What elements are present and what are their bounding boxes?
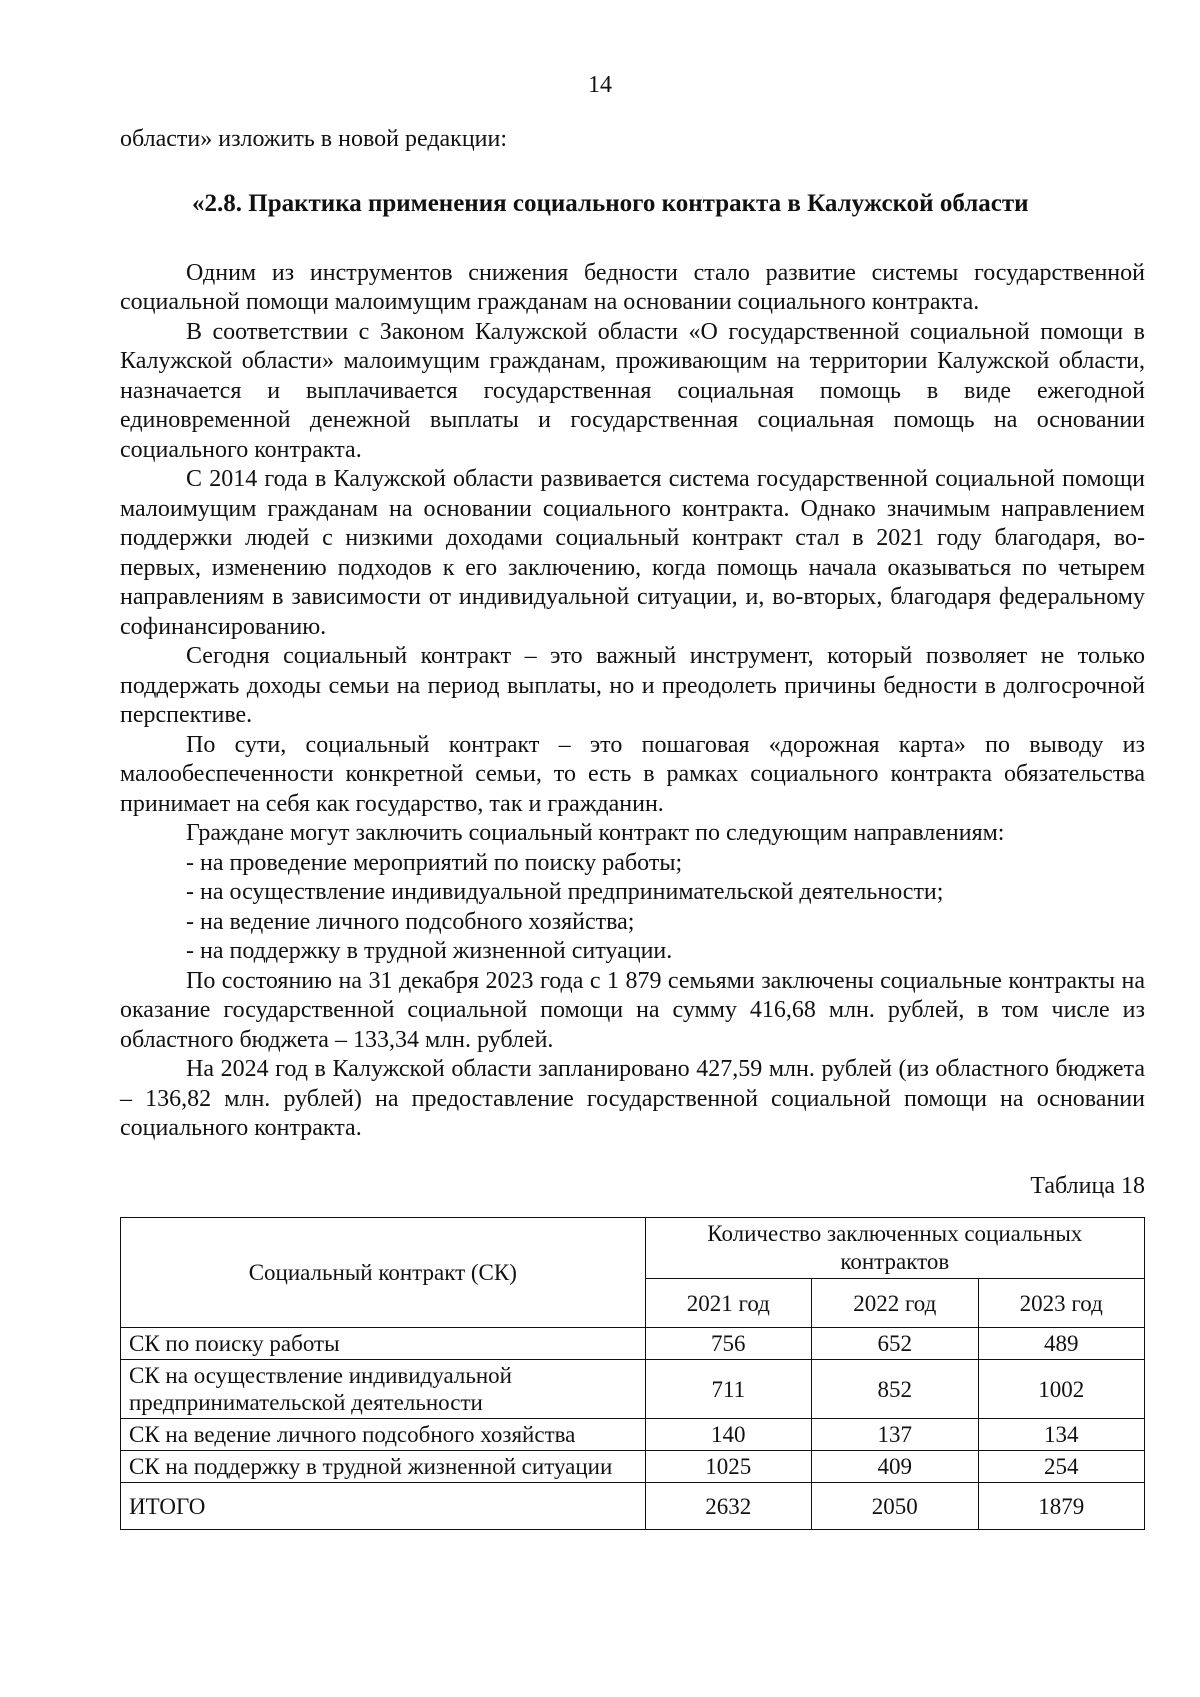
table-total-row (121, 1483, 1145, 1530)
value-cell: 409 (812, 1451, 978, 1483)
value-cell: 137 (812, 1419, 978, 1451)
lead-line: области» изложить в новой редакции: (120, 126, 508, 152)
list-item: - на ведение личного подсобного хозяйства; (186, 908, 635, 935)
list-item: - на осуществление индивидуальной предпринимательской деятельности; (186, 879, 944, 905)
paragraph: Граждане могут заключить социальный контракт по следующим направлениям: (186, 820, 1005, 846)
social-contract-table (120, 1217, 1145, 1530)
row-label: СК на поддержку в трудной жизненной ситуации (121, 1451, 646, 1483)
list-item: - на поддержку в трудной жизненной ситуации. (186, 938, 673, 964)
year-header-cell: 2022 год (812, 1279, 978, 1328)
value-cell: 140 (645, 1419, 811, 1451)
total-label: ИТОГО (121, 1483, 646, 1530)
total-value-cell: 1879 (978, 1483, 1145, 1530)
value-cell: 652 (812, 1328, 978, 1360)
document-body (120, 125, 1145, 1530)
table-caption: Таблица 18 (1030, 1172, 1145, 1199)
row-label: СК по поиску работы (121, 1328, 646, 1360)
page-number: 14 (588, 72, 612, 98)
value-cell: 711 (645, 1360, 811, 1419)
value-cell: 756 (645, 1328, 811, 1360)
paragraph: Сегодня социальный контракт – это важный инструмент, который позволяет не только поддержать доходы семьи на период выплаты, но и преодолеть причины бедности в долгосрочной перспективе. (120, 643, 1145, 728)
paragraph: На 2024 год в Калужской области запланировано 427,59 млн. рублей (из областного бюджета – 136,82 млн. рублей) на предоставление государственной социальной помощи на основании социального контракта. (120, 1056, 1145, 1141)
list-item: - на проведение мероприятий по поиску работы; (186, 849, 683, 876)
value-cell: 852 (812, 1360, 978, 1419)
table-row (121, 1419, 1145, 1451)
value-cell: 1025 (645, 1451, 811, 1483)
row-label: СК на ведение личного подсобного хозяйства (121, 1419, 646, 1451)
paragraph: По сути, социальный контракт – это пошаговая «дорожная карта» по выводу из малообеспеченности конкретной семьи, то есть в рамках социального контракта обязательства принимает на себя как государство, так и гражданин. (120, 731, 1145, 817)
table-row (121, 1451, 1145, 1483)
group-header-cell: Количество заключенных социальных контрактов (645, 1218, 1144, 1279)
paragraph: В соответствии с Законом Калужской области «О государственной социальной помощи в Калужской области» малоимущим гражданам, проживающим на территории Калужской области, назначается и выплачивается государственная социальная помощь в виде ежегодной единовременной денежной выплаты и государственная социальная помощь на основании социального контракта. (120, 318, 1145, 463)
value-cell: 254 (978, 1451, 1145, 1483)
total-value-cell: 2632 (645, 1483, 811, 1530)
row-label: СК на осуществление индивидуальной предпринимательской деятельности (121, 1360, 646, 1419)
paragraph: По состоянию на 31 декабря 2023 года с 1 879 семьями заключены социальные контракты на оказание государственной социальной помощи на сумму 416,68 млн. рублей, в том числе из областного бюджета – 133,34 млн. рублей. (120, 967, 1145, 1053)
total-value-cell: 2050 (812, 1483, 978, 1530)
table-header-row (121, 1218, 1145, 1279)
value-cell: 134 (978, 1419, 1145, 1451)
value-cell: 1002 (978, 1360, 1145, 1419)
year-header-cell: 2021 год (645, 1279, 811, 1328)
value-cell: 489 (978, 1328, 1145, 1360)
paragraph: Одним из инструментов снижения бедности стало развитие системы государственной социальной помощи малоимущим гражданам на основании социального контракта. (120, 259, 1145, 315)
paragraph: С 2014 года в Калужской области развивается система государственной социальной помощи малоимущим гражданам на основании социального контракта. Однако значимым направлением поддержки людей с низкими доходами социальный контракт стал в 2021 году благодаря, во-первых, изменению подходов к его заключению, когда помощь начала оказываться по четырем направлениям в зависимости от индивидуальной ситуации, и, во-вторых, благодаря федеральному софинансированию. (120, 466, 1145, 640)
table-row (121, 1328, 1145, 1360)
section-heading: «2.8. Практика применения социального контракта в Калужской области (192, 189, 1029, 217)
year-header-cell: 2023 год (978, 1279, 1145, 1328)
row-header-cell: Социальный контракт (СК) (121, 1218, 646, 1328)
table-row (121, 1360, 1145, 1419)
